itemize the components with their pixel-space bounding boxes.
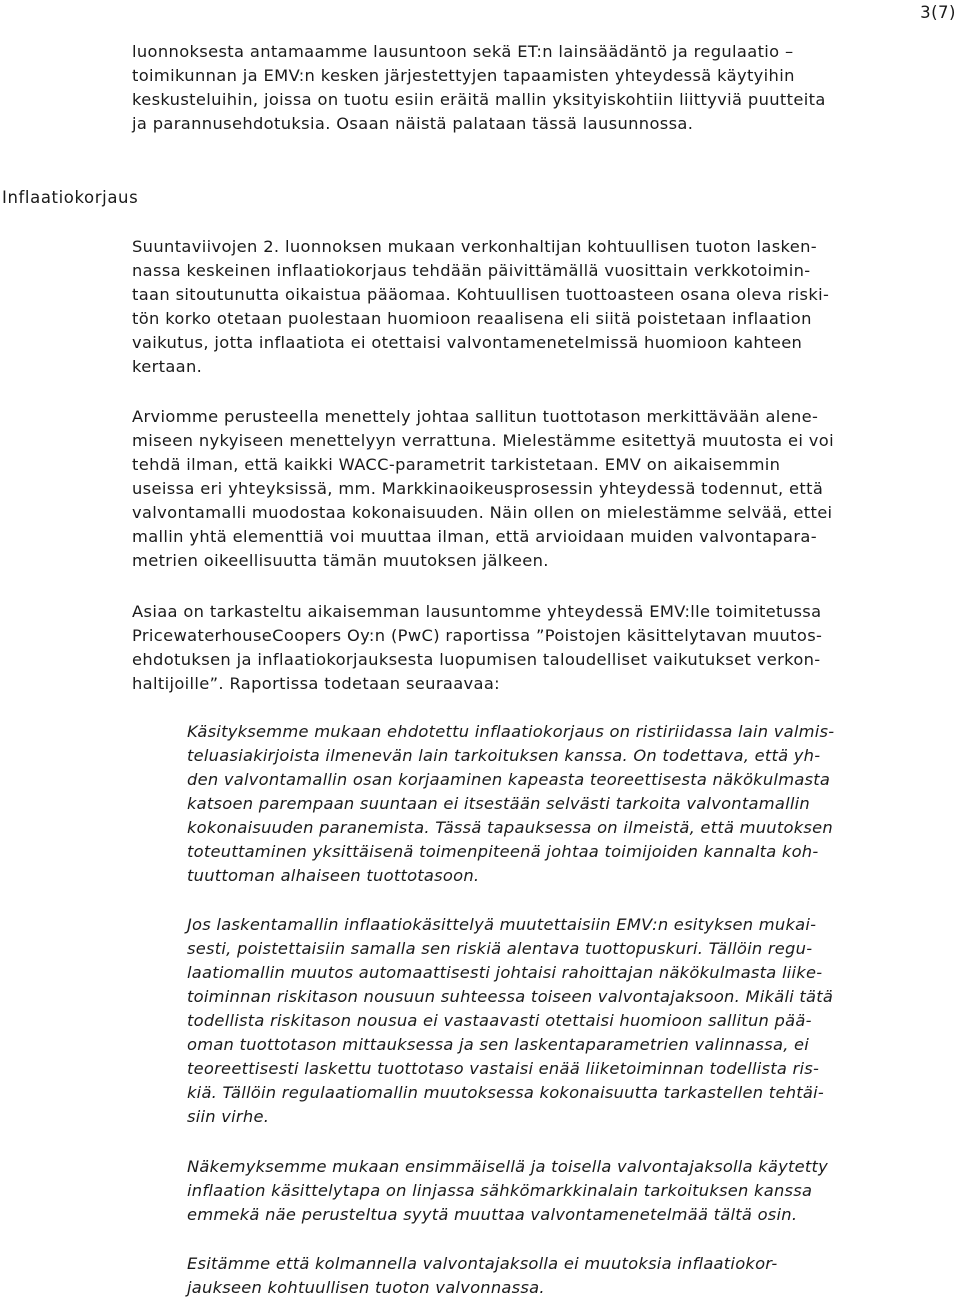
text-line: taan sitoutunutta oikaistua pääomaa. Kohtuullisen tuottoasteen osana oleva riski- [132,285,830,304]
intro-paragraph [132,40,826,136]
page-number: 3(7) [920,3,956,22]
text-line: tön korko otetaan puolestaan huomioon reaalisena eli siitä poistetaan inflaation [132,309,812,328]
text-line: Suuntaviivojen 2. luonnoksen mukaan verkonhaltijan kohtuullisen tuoton lasken- [132,237,818,256]
quote-line: kiä. Tällöin regulaatiomallin muutoksessa kokonaisuutta tarkastellen tehtäi- [187,1083,825,1102]
quote-line: todellista riskitason nousua ei vastaavasti otettaisi huomioon sallitun pää- [187,1011,812,1030]
quote-paragraph-2 [187,913,833,1129]
quote-line: laatiomallin muutos automaattisesti johtaisi rahoittajan näkökulmasta liike- [187,963,823,982]
text-line: luonnoksesta antamaamme lausuntoon sekä ET:n lainsäädäntö ja regulaatio – [132,42,794,61]
quote-paragraph-4 [187,1252,777,1300]
quote-line: Käsityksemme mukaan ehdotettu inflaatiokorjaus on ristiriidassa lain valmis- [187,722,835,741]
quote-line: toiminnan riskitason nousuun suhteessa toiseen valvontajaksoon. Mikäli tätä [187,987,834,1006]
text-line: miseen nykyiseen menettelyyn verrattuna. Mielestämme esitettyä muutosta ei voi [132,431,834,450]
text-line: Arviomme perusteella menettely johtaa sallitun tuottotason merkittävään alene- [132,407,819,426]
quote-paragraph-1 [187,720,834,888]
quote-line: tuuttoman alhaiseen tuottotasoon. [187,866,480,885]
quote-line: Jos laskentamallin inflaatiokäsittelyä muutettaisiin EMV:n esityksen mukai- [187,915,817,934]
paragraph-1 [132,235,829,379]
text-line: haltijoille”. Raportissa todetaan seuraavaa: [132,674,500,693]
quote-paragraph-3 [187,1155,828,1227]
text-line: nassa keskeinen inflaatiokorjaus tehdään päivittämällä vuosittain verkkotoimin- [132,261,811,280]
paragraph-2 [132,405,834,573]
text-line: tehdä ilman, että kaikki WACC-parametrit tarkistetaan. EMV on aikaisemmin [132,455,781,474]
quote-line: inflaation käsittelytapa on linjassa sähkömarkkinalain tarkoituksen kanssa [187,1181,813,1200]
quote-line: katsoen parempaan suuntaan ei itsestään selvästi tarkoita valvontamallin [187,794,810,813]
text-line: ehdotuksen ja inflaatiokorjauksesta luopumisen taloudelliset vaikutukset verkon- [132,650,821,669]
paragraph-3 [132,600,822,696]
quote-line: sesti, poistettaisiin samalla sen riskiä alentava tuottopuskuri. Tällöin regu- [187,939,813,958]
text-line: ja parannusehdotuksia. Osaan näistä palataan tässä lausunnossa. [132,114,694,133]
text-line: PricewaterhouseCoopers Oy:n (PwC) raportissa ”Poistojen käsittelytavan muutos- [132,626,823,645]
quote-line: kokonaisuuden paranemista. Tässä tapauksessa on ilmeistä, että muutoksen [187,818,833,837]
text-line: valvontamalli muodostaa kokonaisuuden. Näin ollen on mielestämme selvää, ettei [132,503,833,522]
quote-line: toteuttaminen yksittäisenä toimenpiteenä johtaa toimijoiden kannalta koh- [187,842,819,861]
text-line: kertaan. [132,357,203,376]
quote-line: Esitämme että kolmannella valvontajaksolla ei muutoksia inflaatiokor- [187,1254,778,1273]
quote-line: siin virhe. [187,1107,270,1126]
quote-line: emmekä näe perusteltua syytä muuttaa valvontamenetelmää tältä osin. [187,1205,798,1224]
quote-line: teoreettisesti laskettu tuottotaso vastaisi enää liiketoiminnan todellista ris- [187,1059,820,1078]
section-heading: Inflaatiokorjaus [2,188,139,207]
quote-line: Näkemyksemme mukaan ensimmäisellä ja toisella valvontajaksolla käytetty [187,1157,829,1176]
text-line: keskusteluihin, joissa on tuotu esiin eräitä mallin yksityiskohtiin liittyviä puutteita [132,90,826,109]
quote-line: jaukseen kohtuullisen tuoton valvonnassa. [187,1278,545,1297]
text-line: useissa eri yhteyksissä, mm. Markkinaoikeusprosessin yhteydessä todennut, että [132,479,824,498]
quote-line: teluasiakirjoista ilmenevän lain tarkoituksen kanssa. On todettava, että yh- [187,746,821,765]
quote-line: den valvontamallin osan korjaaminen kapeasta teoreettisesta näkökulmasta [187,770,831,789]
text-line: Asiaa on tarkasteltu aikaisemman lausuntomme yhteydessä EMV:lle toimitetussa [132,602,822,621]
text-line: toimikunnan ja EMV:n kesken järjestettyjen tapaamisten yhteydessä käytyihin [132,66,795,85]
quote-line: oman tuottotason mittauksessa ja sen laskentaparametrien valinnassa, ei [187,1035,810,1054]
text-line: metrien oikeellisuutta tämän muutoksen jälkeen. [132,551,549,570]
text-line: vaikutus, jotta inflaatiota ei otettaisi valvontamenetelmissä huomioon kahteen [132,333,803,352]
text-line: mallin yhtä elementtiä voi muuttaa ilman, että arvioidaan muiden valvontapara- [132,527,817,546]
